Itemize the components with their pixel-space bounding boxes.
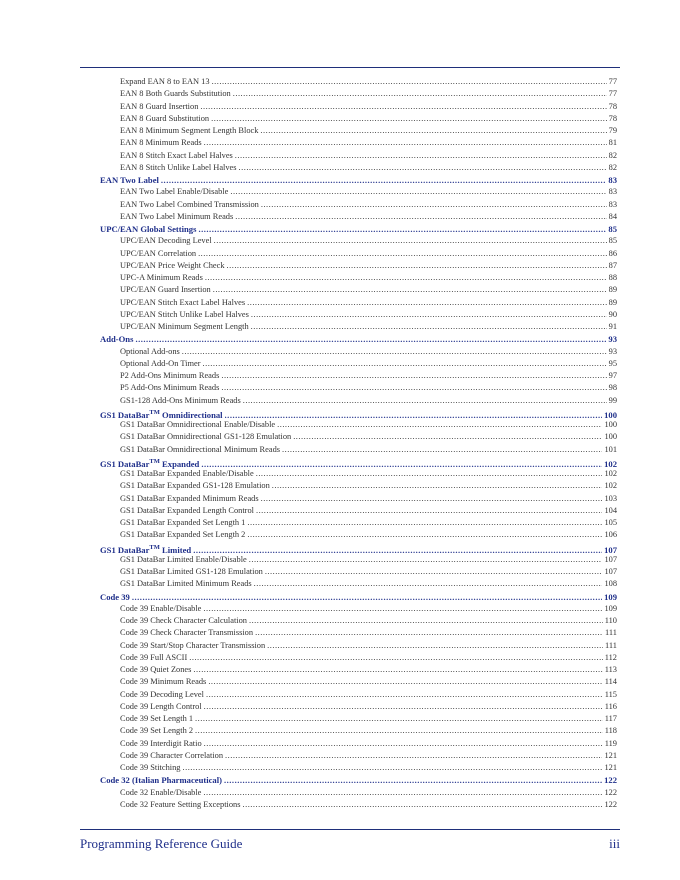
toc-entry-title: GS1-128 Add-Ons Minimum Reads bbox=[120, 395, 241, 405]
dot-leader bbox=[265, 566, 603, 578]
dot-leader bbox=[272, 480, 603, 492]
toc-entry-title: UPC-A Minimum Reads bbox=[120, 273, 203, 282]
toc-entry[interactable] bbox=[100, 750, 617, 762]
toc-entry[interactable] bbox=[100, 260, 617, 272]
dot-leader bbox=[235, 150, 607, 162]
toc-entry[interactable] bbox=[100, 284, 617, 296]
toc-entry-page: 86 bbox=[608, 248, 617, 258]
toc-entry-title: UPC/EAN Minimum Segment Length bbox=[120, 322, 249, 331]
dot-leader bbox=[260, 125, 606, 137]
toc-entry[interactable] bbox=[100, 799, 617, 811]
toc-entry[interactable] bbox=[100, 787, 617, 799]
toc-entry-title: P2 Add-Ons Minimum Reads bbox=[120, 371, 220, 380]
toc-entry-page: 78 bbox=[608, 113, 617, 123]
toc-entry-page: 77 bbox=[608, 77, 617, 86]
toc-entry-title: GS1 DataBar™ Omnidirectional bbox=[100, 408, 223, 420]
dot-leader bbox=[227, 260, 607, 272]
dot-leader bbox=[254, 578, 603, 590]
toc-entry-page: 93 bbox=[608, 334, 617, 345]
toc-entry-title: Code 39 Interdigit Ratio bbox=[120, 738, 202, 748]
toc-entry[interactable] bbox=[100, 395, 617, 407]
dot-leader bbox=[225, 750, 602, 762]
dot-leader bbox=[205, 272, 607, 284]
toc-entry-title: P5 Add-Ons Minimum Reads bbox=[120, 383, 220, 393]
toc-entry[interactable] bbox=[100, 370, 617, 382]
toc-entry[interactable] bbox=[100, 358, 617, 370]
toc-entry[interactable] bbox=[100, 554, 617, 566]
toc-entry-title: EAN Two Label Combined Transmission bbox=[120, 199, 259, 209]
toc-entry-page: 106 bbox=[604, 530, 617, 540]
toc-entry[interactable] bbox=[100, 113, 617, 125]
toc-entry[interactable] bbox=[100, 652, 617, 664]
toc-entry-title: GS1 DataBar Expanded Enable/Disable bbox=[120, 469, 254, 478]
toc-entry-page: 85 bbox=[608, 224, 617, 234]
toc-entry[interactable] bbox=[100, 664, 617, 676]
toc-entry-title: GS1 DataBar Omnidirectional GS1-128 Emulation bbox=[120, 432, 292, 442]
toc-entry-title: GS1 DataBar™ Expanded bbox=[100, 457, 200, 469]
toc-entry[interactable] bbox=[100, 297, 617, 309]
toc-entry[interactable] bbox=[100, 101, 617, 113]
toc-entry-title: Code 39 Length Control bbox=[120, 701, 202, 711]
toc-entry-page: 119 bbox=[604, 738, 617, 748]
toc-entry[interactable] bbox=[100, 738, 617, 750]
toc-entry[interactable] bbox=[100, 137, 617, 149]
toc-entry-page: 83 bbox=[608, 175, 617, 185]
toc-entry-page: 109 bbox=[604, 591, 617, 602]
toc-entry-title: Optional Add-On Timer bbox=[120, 358, 201, 368]
toc-entry[interactable] bbox=[100, 468, 617, 480]
toc-entry-page: 77 bbox=[608, 89, 617, 99]
toc-entry-page: 122 bbox=[604, 775, 617, 786]
dot-leader bbox=[132, 591, 602, 603]
toc-entry-title: GS1 DataBar Limited GS1-128 Emulation bbox=[120, 567, 263, 576]
toc-entry-page: 111 bbox=[605, 640, 617, 650]
toc-entry-title: GS1 DataBar Omnidirectional Minimum Reads bbox=[120, 444, 281, 454]
footer-page-number: iii bbox=[609, 836, 620, 851]
toc-entry-page: 107 bbox=[604, 544, 617, 555]
toc-entry-title: Code 39 Enable/Disable bbox=[120, 603, 202, 613]
toc-entry-page: 116 bbox=[604, 701, 617, 711]
toc-entry[interactable] bbox=[100, 211, 617, 223]
dot-leader bbox=[293, 431, 602, 443]
toc-entry-page: 108 bbox=[604, 579, 617, 589]
dot-leader bbox=[235, 211, 606, 223]
dot-leader bbox=[267, 640, 603, 652]
toc-entry-page: 102 bbox=[604, 469, 617, 478]
table-of-contents bbox=[100, 76, 617, 811]
dot-leader bbox=[195, 713, 603, 725]
toc-section-entry[interactable] bbox=[100, 542, 617, 554]
dot-leader bbox=[256, 468, 603, 480]
toc-section-entry[interactable] bbox=[100, 333, 617, 345]
toc-entry-title: GS1 DataBar Expanded GS1-128 Emulation bbox=[120, 481, 270, 491]
toc-entry-page: 101 bbox=[604, 444, 617, 454]
toc-entry-title: Code 39 bbox=[100, 591, 130, 602]
toc-entry-title: Code 32 Enable/Disable bbox=[120, 787, 202, 797]
toc-entry-page: 113 bbox=[604, 665, 617, 674]
toc-entry-title: GS1 DataBar Expanded Set Length 1 bbox=[120, 518, 246, 527]
dot-leader bbox=[212, 76, 607, 88]
toc-entry-page: 121 bbox=[604, 763, 617, 772]
toc-entry-title: Code 39 Stitching bbox=[120, 763, 181, 772]
toc-entry[interactable] bbox=[100, 615, 617, 627]
dot-leader bbox=[213, 284, 607, 296]
toc-entry-page: 99 bbox=[608, 395, 617, 405]
dot-leader bbox=[224, 774, 602, 786]
toc-entry-title: EAN Two Label Enable/Disable bbox=[120, 187, 229, 197]
dot-leader bbox=[230, 186, 606, 198]
dot-leader bbox=[251, 321, 607, 333]
toc-entry[interactable] bbox=[100, 762, 617, 774]
toc-entry-title: UPC/EAN Stitch Unlike Label Halves bbox=[120, 309, 249, 319]
toc-entry[interactable] bbox=[100, 566, 617, 578]
toc-entry-page: 104 bbox=[604, 505, 617, 515]
dot-leader bbox=[203, 603, 602, 615]
toc-entry[interactable] bbox=[100, 382, 617, 394]
toc-entry-title: UPC/EAN Correlation bbox=[120, 248, 197, 258]
toc-entry-title: Optional Add-ons bbox=[120, 346, 180, 356]
toc-entry-page: 107 bbox=[604, 554, 617, 564]
toc-section-entry[interactable] bbox=[100, 407, 617, 419]
dot-leader bbox=[214, 235, 607, 247]
dot-leader bbox=[182, 346, 607, 358]
toc-entry[interactable] bbox=[100, 529, 617, 541]
toc-entry-title: GS1 DataBar Expanded Length Control bbox=[120, 505, 254, 515]
toc-entry[interactable] bbox=[100, 186, 617, 198]
header-rule bbox=[80, 67, 620, 68]
dot-leader bbox=[221, 382, 606, 394]
trademark-superscript: TM bbox=[149, 457, 160, 465]
toc-entry-page: 88 bbox=[608, 273, 617, 282]
toc-entry[interactable] bbox=[100, 627, 617, 639]
toc-entry[interactable] bbox=[100, 248, 617, 260]
toc-entry-page: 109 bbox=[604, 603, 617, 613]
toc-entry[interactable] bbox=[100, 199, 617, 211]
toc-entry[interactable] bbox=[100, 701, 617, 713]
dot-leader bbox=[204, 701, 603, 713]
toc-section-entry[interactable] bbox=[100, 456, 617, 468]
toc-entry-title: Code 39 Full ASCII bbox=[120, 652, 188, 662]
toc-entry-title: Code 32 Feature Setting Exceptions bbox=[120, 799, 241, 809]
toc-entry-title: EAN 8 Both Guards Substitution bbox=[120, 89, 231, 99]
toc-entry-title: Code 39 Check Character Transmission bbox=[120, 628, 254, 638]
toc-entry-title: Code 39 Minimum Reads bbox=[120, 677, 207, 687]
toc-entry[interactable] bbox=[100, 676, 617, 688]
dot-leader bbox=[206, 689, 603, 701]
toc-entry-page: 115 bbox=[604, 689, 617, 699]
toc-entry[interactable] bbox=[100, 603, 617, 615]
toc-entry-title: EAN Two Label bbox=[100, 175, 159, 185]
dot-leader bbox=[261, 493, 603, 505]
toc-entry[interactable] bbox=[100, 419, 617, 431]
toc-entry-title: EAN 8 Minimum Segment Length Block bbox=[120, 126, 259, 135]
toc-entry[interactable] bbox=[100, 713, 617, 725]
dot-leader bbox=[195, 725, 603, 737]
toc-entry[interactable] bbox=[100, 76, 617, 88]
toc-section-entry[interactable] bbox=[100, 174, 617, 186]
dot-leader bbox=[249, 554, 603, 566]
dot-leader bbox=[221, 370, 606, 382]
toc-entry-title: GS1 DataBar Expanded Set Length 2 bbox=[120, 530, 246, 540]
toc-entry-title: GS1 DataBar Expanded Minimum Reads bbox=[120, 493, 259, 503]
toc-entry-page: 82 bbox=[608, 150, 617, 160]
dot-leader bbox=[251, 309, 607, 321]
toc-entry-page: 103 bbox=[604, 493, 617, 503]
toc-entry-title: Code 39 Character Correlation bbox=[120, 750, 224, 760]
dot-leader bbox=[161, 174, 607, 186]
dot-leader bbox=[233, 88, 607, 100]
toc-entry[interactable] bbox=[100, 309, 617, 321]
toc-entry-title: EAN 8 Stitch Unlike Label Halves bbox=[120, 162, 237, 172]
dot-leader bbox=[183, 762, 603, 774]
toc-entry-title: Code 39 Check Character Calculation bbox=[120, 616, 247, 625]
toc-entry-page: 111 bbox=[605, 628, 617, 638]
dot-leader bbox=[239, 162, 607, 174]
toc-entry-page: 93 bbox=[608, 346, 617, 356]
toc-entry-page: 117 bbox=[604, 714, 617, 723]
toc-entry-page: 89 bbox=[608, 297, 617, 307]
toc-entry-title: EAN Two Label Minimum Reads bbox=[120, 211, 234, 221]
toc-entry-page: 81 bbox=[608, 138, 617, 148]
toc-entry-page: 89 bbox=[608, 285, 617, 295]
dot-leader bbox=[243, 395, 607, 407]
dot-leader bbox=[204, 738, 603, 750]
dot-leader bbox=[208, 676, 602, 688]
toc-entry-title: Code 39 Set Length 1 bbox=[120, 714, 194, 723]
toc-entry-page: 98 bbox=[608, 383, 617, 393]
toc-entry-title: Add-Ons bbox=[100, 334, 134, 345]
toc-entry[interactable] bbox=[100, 162, 617, 174]
toc-entry[interactable] bbox=[100, 517, 617, 529]
toc-entry-page: 118 bbox=[604, 726, 617, 736]
toc-entry[interactable] bbox=[100, 444, 617, 456]
toc-entry-title: GS1 DataBar Limited Minimum Reads bbox=[120, 579, 252, 589]
toc-entry[interactable] bbox=[100, 640, 617, 652]
dot-leader bbox=[204, 137, 607, 149]
dot-leader bbox=[282, 444, 602, 456]
toc-entry-page: 82 bbox=[608, 162, 617, 172]
toc-entry-page: 97 bbox=[608, 371, 617, 380]
dot-leader bbox=[193, 664, 602, 676]
toc-entry-title: EAN 8 Minimum Reads bbox=[120, 138, 202, 148]
dot-leader bbox=[135, 333, 606, 345]
toc-entry[interactable] bbox=[100, 689, 617, 701]
toc-entry-title: Code 39 Quiet Zones bbox=[120, 665, 192, 674]
toc-entry-page: 78 bbox=[608, 101, 617, 111]
toc-entry-page: 121 bbox=[604, 750, 617, 760]
toc-entry[interactable] bbox=[100, 505, 617, 517]
toc-entry-title: UPC/EAN Stitch Exact Label Halves bbox=[120, 297, 246, 307]
dot-leader bbox=[203, 358, 607, 370]
toc-entry-page: 87 bbox=[608, 260, 617, 270]
toc-entry-title: GS1 DataBar Limited Enable/Disable bbox=[120, 554, 247, 564]
toc-entry[interactable] bbox=[100, 480, 617, 492]
toc-entry-title: EAN 8 Guard Substitution bbox=[120, 113, 210, 123]
dot-leader bbox=[247, 297, 606, 309]
dot-leader bbox=[261, 199, 607, 211]
toc-entry-title: GS1 DataBar™ Limited bbox=[100, 543, 192, 555]
toc-entry-page: 114 bbox=[604, 677, 617, 687]
toc-entry-title: UPC/EAN Global Settings bbox=[100, 224, 197, 234]
toc-entry-page: 112 bbox=[604, 652, 617, 662]
dot-leader bbox=[203, 787, 602, 799]
toc-entry-page: 90 bbox=[608, 309, 617, 319]
toc-entry-page: 91 bbox=[608, 322, 617, 331]
toc-entry-title: GS1 DataBar Omnidirectional Enable/Disable bbox=[120, 420, 276, 429]
toc-entry[interactable] bbox=[100, 125, 617, 137]
toc-entry-page: 85 bbox=[608, 236, 617, 246]
toc-section-entry[interactable] bbox=[100, 774, 617, 786]
toc-entry[interactable] bbox=[100, 235, 617, 247]
dot-leader bbox=[243, 799, 603, 811]
toc-entry-page: 95 bbox=[608, 358, 617, 368]
dot-leader bbox=[277, 419, 602, 431]
dot-leader bbox=[198, 248, 607, 260]
footer-rule bbox=[80, 829, 620, 830]
toc-entry[interactable] bbox=[100, 346, 617, 358]
toc-entry[interactable] bbox=[100, 725, 617, 737]
toc-entry-title: EAN 8 Guard Insertion bbox=[120, 101, 199, 111]
toc-entry-title: Expand EAN 8 to EAN 13 bbox=[120, 77, 210, 86]
footer-title: Programming Reference Guide bbox=[80, 836, 243, 851]
toc-entry[interactable] bbox=[100, 321, 617, 333]
toc-entry-title: UPC/EAN Price Weight Check bbox=[120, 260, 225, 270]
dot-leader bbox=[247, 529, 602, 541]
toc-entry-page: 102 bbox=[604, 481, 617, 491]
dot-leader bbox=[247, 517, 602, 529]
toc-entry[interactable] bbox=[100, 431, 617, 443]
dot-leader bbox=[189, 652, 602, 664]
toc-entry-page: 105 bbox=[604, 518, 617, 527]
toc-entry[interactable] bbox=[100, 150, 617, 162]
toc-section-entry[interactable] bbox=[100, 591, 617, 603]
dot-leader bbox=[200, 101, 606, 113]
toc-entry-page: 100 bbox=[604, 432, 617, 442]
toc-entry[interactable] bbox=[100, 578, 617, 590]
toc-entry-title: EAN 8 Stitch Exact Label Halves bbox=[120, 150, 233, 160]
dot-leader bbox=[255, 627, 603, 639]
toc-entry[interactable] bbox=[100, 88, 617, 100]
toc-entry[interactable] bbox=[100, 493, 617, 505]
toc-entry-page: 83 bbox=[608, 187, 617, 197]
toc-entry-page: 79 bbox=[608, 126, 617, 135]
dot-leader bbox=[211, 113, 607, 125]
toc-entry-page: 107 bbox=[604, 567, 617, 576]
toc-entry-title: Code 39 Start/Stop Character Transmission bbox=[120, 640, 266, 650]
toc-entry-title: Code 39 Decoding Level bbox=[120, 689, 204, 699]
toc-section-entry[interactable] bbox=[100, 223, 617, 235]
trademark-superscript: TM bbox=[149, 408, 160, 416]
toc-entry-page: 100 bbox=[604, 409, 617, 420]
toc-entry-title: UPC/EAN Guard Insertion bbox=[120, 285, 211, 295]
trademark-superscript: TM bbox=[149, 543, 160, 551]
toc-entry-page: 84 bbox=[608, 211, 617, 221]
toc-entry-title: Code 39 Set Length 2 bbox=[120, 726, 194, 736]
dot-leader bbox=[256, 505, 602, 517]
toc-entry-title: Code 32 (Italian Pharmaceutical) bbox=[100, 775, 222, 786]
dot-leader bbox=[198, 223, 606, 235]
dot-leader bbox=[249, 615, 603, 627]
toc-entry-title: UPC/EAN Decoding Level bbox=[120, 236, 212, 246]
toc-entry-page: 102 bbox=[604, 458, 617, 469]
toc-entry-page: 122 bbox=[604, 787, 617, 797]
toc-entry-page: 83 bbox=[608, 199, 617, 209]
toc-entry[interactable] bbox=[100, 272, 617, 284]
toc-entry-page: 100 bbox=[604, 420, 617, 429]
toc-entry-page: 110 bbox=[604, 616, 617, 625]
toc-entry-page: 122 bbox=[604, 799, 617, 809]
